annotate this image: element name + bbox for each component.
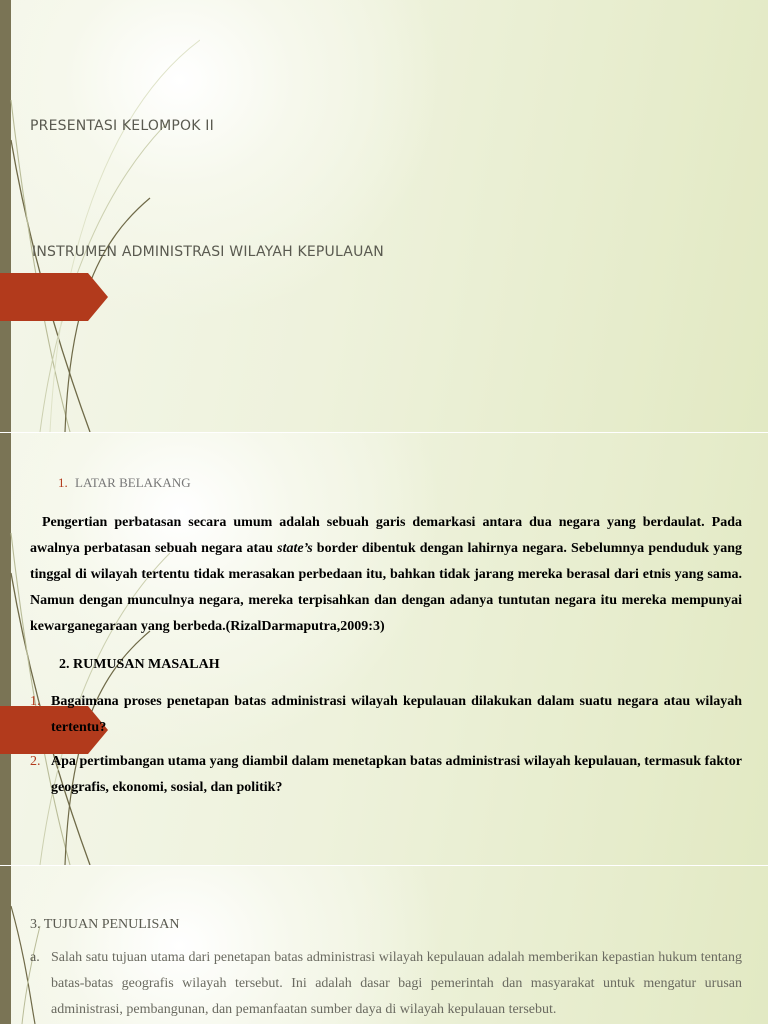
question-number: 1. [30,694,41,709]
objective-text: Salah satu tujuan utama dari penetapan batas administrasi wilayah kepulauan adalah memberikan kepastian hukum tentang batas-batas geografis wilayah tersebut. Ini adalah dasar bagi pemerintah dan masyarakat untuk mengatur urusan administrasi, pembangunan, dan pemanfaatan sumber daya di wilayah kepulauan tersebut. [51,950,742,1017]
question-text: Apa pertimbangan utama yang diambil dalam menetapkan batas administrasi wilayah kepulauan, termasuk faktor geografis, ekonomi, sosial, dan politik? [51,754,742,795]
presentation-subtitle: INSTRUMEN ADMINISTRASI WILAYAH KEPULAUAN [32,244,384,260]
content-slide [0,433,768,865]
objective-letter: a. [30,950,40,965]
section-title: LATAR BELAKANG [75,475,191,490]
section-heading-latar-belakang [58,475,191,491]
section-number: 1. [58,475,68,490]
question-number: 2. [30,754,41,769]
presentation-title: PRESENTASI KELOMPOK II [30,118,214,134]
title-slide [0,0,768,432]
paragraph-text: Pengertian perbatasan secara umum adalah sebuah garis demarkasi antara dua negara yang berdaulat. Pada awalnya perbatasan sebuah negara atau [30,515,742,556]
paragraph-italic: state’s [277,541,313,556]
accent-tab [0,273,108,321]
paragraph-text-cont: border dibentuk dengan lahirnya negara. Sebelumnya penduduk yang tinggal di wilayah tertentu tidak merasakan perbedaan itu, bahkan tidak jarang mereka berasal dari etnis yang sama. Namun dengan munculnya negara, mereka terpisahkan dan dengan adanya tuntutan negara itu mereka mempunyai kewarganegaraan yang berbeda.(RizalDarmaputra,2009:3) [30,541,742,634]
question-text: Bagaimana proses penetapan batas administrasi wilayah kepulauan dilakukan dalam suatu negara atau wilayah tertentu? [51,694,742,735]
question-item [30,749,742,801]
objectives-slide [0,866,768,1024]
section-heading-rumusan-masalah: 2. RUMUSAN MASALAH [59,657,220,672]
question-item [30,689,742,741]
objective-item [30,945,742,1023]
section-heading-tujuan-penulisan: 3. TUJUAN PENULISAN [30,917,180,932]
decorative-curves [0,0,200,432]
background-paragraph [30,510,742,640]
